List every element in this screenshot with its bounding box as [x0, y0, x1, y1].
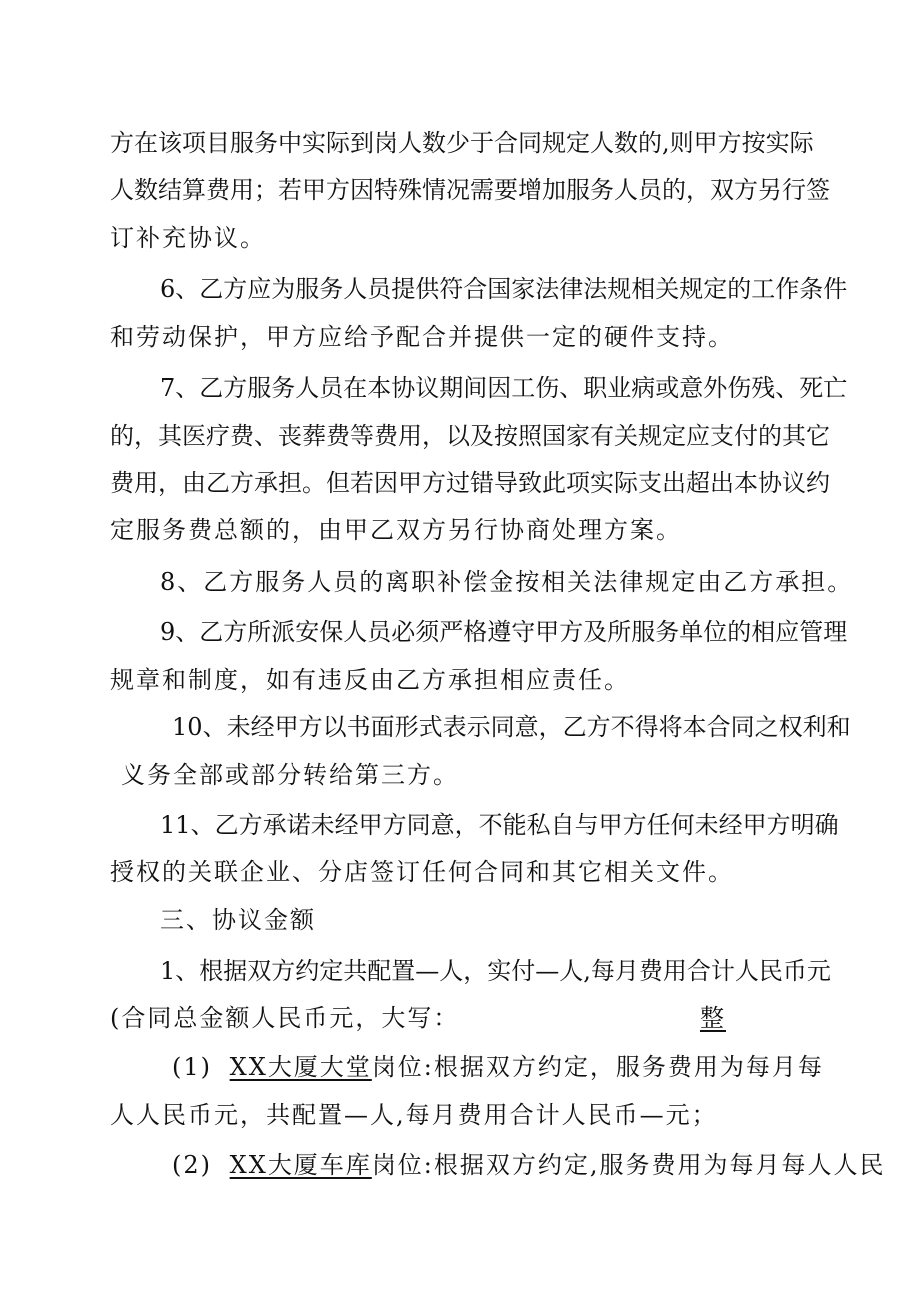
paragraph-line: 定服务费总额的，由甲乙双方另行协商处理方案。	[110, 516, 682, 544]
paragraph-line: 订补充协议。	[110, 224, 266, 252]
item-text: 岗位:根据双方约定,服务费用为每月每人人民	[371, 1151, 886, 1179]
item-1-line	[172, 1051, 824, 1083]
paragraph-line: 1 1 、 乙 方 承 诺 未 经 甲 方 同 意 ， 不 能 私 自 与 甲 方 任 何 未 经 甲 方 明 确	[160, 811, 839, 839]
paragraph-line: 9 、 乙 方 所 派 安 保 人 员 必 须 严 格 遵 守 甲 方 及 所 服 务 单 位 的 相 应 管 理	[160, 618, 848, 646]
paragraph-line: 8、乙方服务人员的离职补偿金按相关法律规定由乙方承担。	[160, 568, 854, 596]
post-location: XX大厦大堂	[229, 1053, 372, 1081]
paragraph-line: 6 、 乙 方 应 为 服 务 人 员 提 供 符 合 国 家 法 律 法 规 相 关 规 定 的 工 作 条 件	[160, 275, 848, 303]
item-1-line-2: 人人民币元，共配置—人,每月费用合计人民币—元；	[110, 1101, 718, 1129]
paragraph-line: 1 、 根 据 双 方 约 定 共 配 置 — 人 ， 实 付 — 人 , 每 月 费 用 合 计 人 民 币 元	[160, 957, 831, 985]
paragraph-line: 人 数 结 算 费 用 ； 若 甲 方 因 特 殊 情 况 需 要 增 加 服 务 人 员 的 ， 双 方 另 行 签	[110, 176, 830, 204]
paragraph-line: 7 、 乙 方 服 务 人 员 在 本 协 议 期 间 因 工 伤 、 职 业 病 或 意 外 伤 残 、 死 亡	[160, 374, 848, 402]
item-2-line	[172, 1149, 886, 1181]
item-number: (2)	[172, 1151, 212, 1179]
paragraph-line: (合同总金额人民币元，大写：	[110, 1004, 460, 1032]
paragraph-line: 和劳动保护，甲方应给予配合并提供一定的硬件支持。	[110, 323, 734, 351]
paragraph-line: 义务全部或部分转给第三方。	[121, 761, 459, 789]
paragraph-line: 方 在 该 项 目 服 务 中 实 际 到 岗 人 数 少 于 合 同 规 定 人 数 的 , 则 甲 方 按 实 际	[110, 129, 814, 157]
paragraph-line: 1 0 、 未 经 甲 方 以 书 面 形 式 表 示 同 意 ， 乙 方 不 得 将 本 合 同 之 权 利 和	[172, 713, 851, 741]
section-heading: 三、协议金额	[160, 906, 316, 934]
paragraph-line: 费 用 ， 由 乙 方 承 担 。 但 若 因 甲 方 过 错 导 致 此 项 实 际 支 出 超 出 本 协 议 约	[110, 469, 830, 497]
paragraph-line: 规章和制度，如有违反由乙方承担相应责任。	[110, 666, 630, 694]
item-text: 岗位:根据双方约定，服务费用为每月每	[371, 1053, 824, 1081]
paragraph-line: 授权的关联企业、分店签订任何合同和其它相关文件。	[110, 858, 734, 886]
item-number: (1)	[172, 1053, 212, 1081]
paragraph-line: 的 ， 其 医 疗 费 、 丧 葬 费 等 费 用 ， 以 及 按 照 国 家 有 关 规 定 应 支 付 的 其 它	[110, 422, 830, 450]
post-location: XX大厦车库	[229, 1151, 372, 1179]
total-suffix: 整	[700, 1004, 726, 1032]
